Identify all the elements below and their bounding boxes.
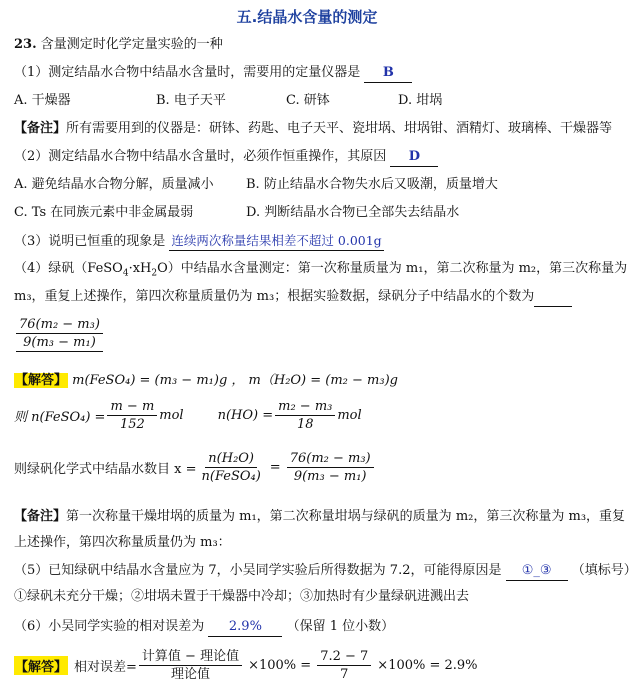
part2-question [14, 148, 438, 167]
part2-text: （2）测定结晶水合物中结晶水含量时，必须作恒重操作，其原因 [14, 149, 387, 164]
part5-question: （5）已知绿矾中结晶水含量应为 7，小吴同学实验后所得数据为 7.2，可能得原因是 ①_③ （填标号） [14, 562, 637, 581]
part2-option-c: C. Ts 在同族元素中非金属最弱 [14, 205, 194, 220]
part1-text: （1）测定结晶水合物中结晶水含量时，需要用的定量仪器是 [14, 65, 361, 80]
part1-option-a: A. 干燥器 [14, 93, 71, 108]
part1-option-d: D. 坩埚 [398, 93, 443, 108]
question-number: 23. [14, 37, 37, 52]
part6-answer: 2.9% [208, 618, 282, 637]
solution2: 【解答】 相对误差= $\frac{\text{计算值 − 理论值}}{\text{理论值}}$ ×100% = $\frac{7.2 - 7}{7}$ ×100% = 2.9% [15, 649, 478, 682]
part2-option-b: B. 防止结晶水合物失水后又吸潮，质量增大 [246, 177, 498, 192]
note1-text: 所有需要用到的仪器是：研钵、药匙、电子天平、瓷坩埚、坩埚钳、酒精灯、玻璃棒、干燥器等 [66, 121, 613, 136]
part4-line2: m₃，重复上述操作，第四次称量质量仍为 m₃；根据实验数据，绿矾分子中结晶水的个数为 [14, 288, 572, 307]
note2-tag: 【备注】 [14, 509, 67, 524]
part5-reasons: ①绿矾未充分干燥；②坩埚未置于干燥器中冷却；③加热时有少量绿矾进溅出去 [14, 589, 470, 604]
part3-answer: 连续两次称量结果相差不超过 0.001g [169, 232, 383, 251]
part1-option-c: C. 研钵 [286, 93, 330, 108]
part1-question [14, 64, 412, 83]
intro-text: 含量测定时化学定量实验的一种 [40, 37, 223, 52]
note2-line1: 【备注】第一次称量干燥坩埚的质量为 m₁，第二次称量坩埚与绿矾的质量为 m₂，第三次称量为 m₃，重复 [14, 509, 626, 524]
solution2-tag: 【解答】 [14, 656, 68, 675]
section-title: 五.结晶水含量的测定 [236, 8, 378, 26]
note1 [14, 120, 612, 138]
part1-answer: B [364, 64, 412, 83]
question-intro [14, 36, 223, 54]
part2-option-d: D. 判断结晶水合物已全部失去结晶水 [246, 205, 460, 220]
solution1-eq4: 则绿矾化学式中结晶水数目 x = $\frac{\text{n(H₂O)}}{\text{n(FeSO₄)}}$ = $\frac{\text{76(m₂ − m₃)}}{\text{9(m₃ − m₁)}}$ [14, 450, 376, 485]
part4-line1: （4）绿矾$(FeSO_4\cdot xH_2O)$中结晶水含量测定：第一次称量质量为 m₁，第二次称量为 m₂，第三次称量为 [14, 261, 628, 279]
part4-answer-fraction: $\frac{\text{76(m₂ − m₃)}}{\text{9(m₃ − m₁)}}$ [14, 316, 105, 352]
note1-tag: 【备注】 [14, 121, 67, 136]
part6-question: （6）小吴同学实验的相对误差为 2.9% （保留 1 位小数） [14, 618, 394, 637]
solution1-eq1: 【解答】 m(FeSO₄) = (m₃ − m₁)g ， m（H₂O) = (m₂ − m₃)g [15, 373, 398, 388]
solution1-tag: 【解答】 [15, 373, 68, 388]
note2-line2: 上述操作，第四次称量质量仍为 m₃： [14, 535, 231, 550]
part1-option-b: B. 电子天平 [156, 93, 226, 108]
part5-answer: ①_③ [506, 562, 568, 581]
part2-answer: D [390, 148, 438, 167]
part2-option-a: A. 避免结晶水合物分解，质量减小 [14, 177, 214, 192]
part3-question [14, 232, 384, 251]
solution1-eq2: 则 n(FeSO₄) = $\frac{m - m}{152}$ mol n(HO) = $\frac{\text{m₂ − m₃}}{18}$ mol [14, 399, 362, 432]
part3-text: （3）说明已恒重的现象是 [14, 234, 166, 249]
